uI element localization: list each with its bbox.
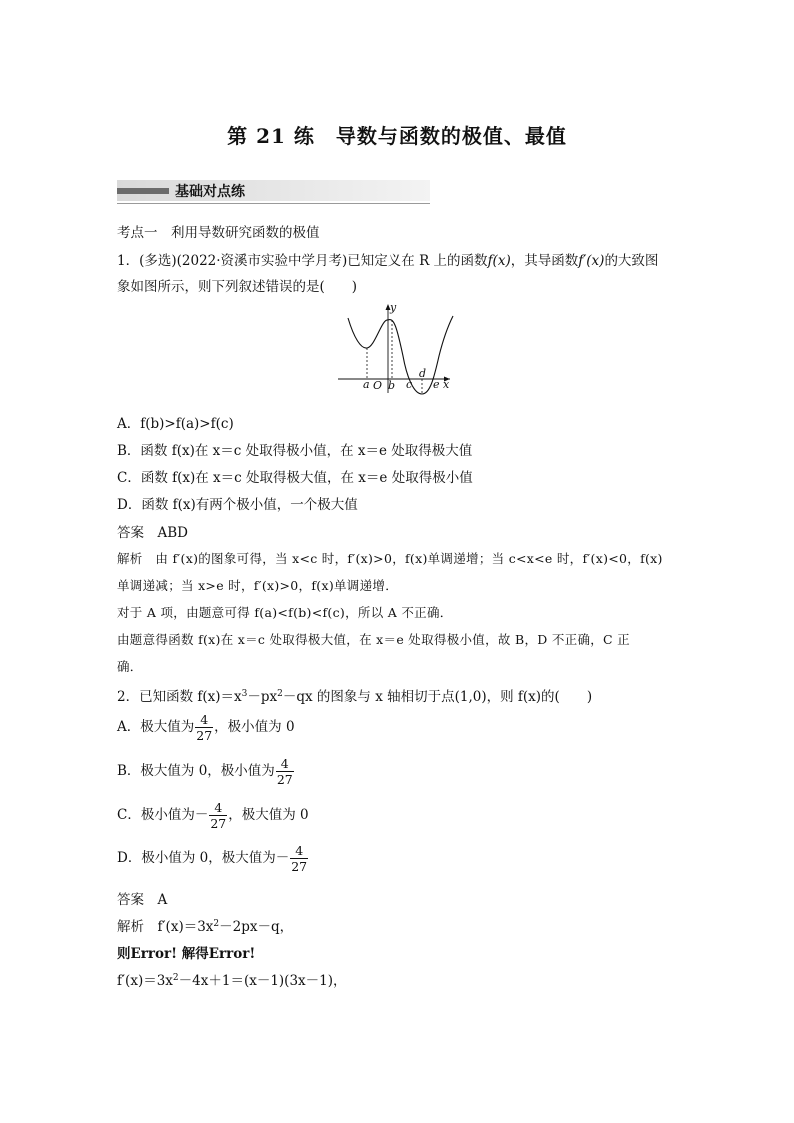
fraction: $\frac{4}{27}$ [291, 843, 308, 874]
fraction: $\frac{4}{27}$ [276, 756, 293, 787]
q1-option-c: C．函数 f(x)在 x＝c 处取得极大值，在 x＝e 处取得极小值 [117, 470, 473, 486]
q1-option-a: A．f(b)>f(a)>f(c) [117, 416, 234, 432]
q2-explanation-2: 则Error! 解得Error! [117, 946, 256, 962]
q2-option-a: A．极大值为 $\frac{4}{27}$ ，极小值为 0 [117, 712, 295, 743]
page-title: 第 21 练 导数与函数的极值、最值 [227, 124, 567, 148]
q1-option-b: B．函数 f(x)在 x＝c 处取得极小值，在 x＝e 处取得极大值 [117, 443, 473, 459]
q2-option-c: C．极小值为－ $\frac{4}{27}$ ，极大值为 0 [117, 800, 309, 831]
q1-answer: 答案 ABD [117, 525, 188, 541]
topic-heading: 考点一 利用导数研究函数的极值 [117, 225, 320, 241]
q1-explanation-2: 单调递减；当 x>e 时，f′(x)>0，f(x)单调递增． [117, 578, 398, 593]
section-label: 基础对点练 [175, 184, 245, 200]
q1-explanation-4: 由题意得函数 f(x)在 x＝c 处取得极大值，在 x＝e 处取得极小值，故 B，D 不正确，C 正 [117, 632, 630, 647]
q2-explanation-1: 解析 $f'(x)=3x^2-2px-q$， [117, 919, 294, 935]
section-header [117, 180, 430, 201]
q2-explanation-3: $f'(x)=3x^2-4x+1=(x-1)(3x-1)$， [117, 973, 347, 989]
q2-option-d: D．极小值为 0，极大值为－ $\frac{4}{27}$ [117, 843, 308, 874]
fraction: $\frac{4}{27}$ [210, 800, 227, 831]
question-1-stem: 1．(多选)(2022·资溪市实验中学月考)已知定义在 R 上的函数f(x)，其导函数f′(x)的大致图 [117, 253, 659, 269]
graph-label-d: d [419, 367, 427, 380]
q2-option-b: B．极大值为 0，极小值为 $\frac{4}{27}$ [117, 756, 293, 787]
section-divider [117, 203, 430, 204]
q1-option-d: D．函数 f(x)有两个极小值，一个极大值 [117, 497, 358, 513]
graph-label-y: y [390, 301, 397, 314]
graph-label-b: b [388, 379, 396, 392]
q1-explanation-5: 确． [117, 659, 143, 674]
derivative-graph [330, 298, 460, 398]
question-2-stem: 2．已知函数 $f(x)=x^3-px^2-qx$ 的图象与 x 轴相切于点(1,0)，则 f(x)的( ) [117, 689, 593, 705]
q1-explanation-1: 解析 由 f′(x)的图象可得，当 x<c 时，f′(x)>0，f(x)单调递增；当 c<x<e 时，f′(x)<0，f(x) [117, 551, 663, 566]
q2-answer: 答案 A [117, 892, 168, 908]
section-marker [117, 188, 169, 194]
graph-label-x: x [443, 378, 450, 391]
question-1-stem-cont: 象如图所示，则下列叙述错误的是( ) [117, 279, 358, 295]
fraction: $\frac{4}{27}$ [196, 712, 213, 743]
q1-explanation-3: 对于 A 项，由题意可得 f(a)<f(b)<f(c)，所以 A 不正确． [117, 605, 453, 620]
graph-label-c: c [406, 378, 413, 391]
graph-label-e: e [433, 378, 440, 391]
graph-label-a: a [363, 378, 370, 391]
graph-label-origin: O [373, 379, 383, 392]
